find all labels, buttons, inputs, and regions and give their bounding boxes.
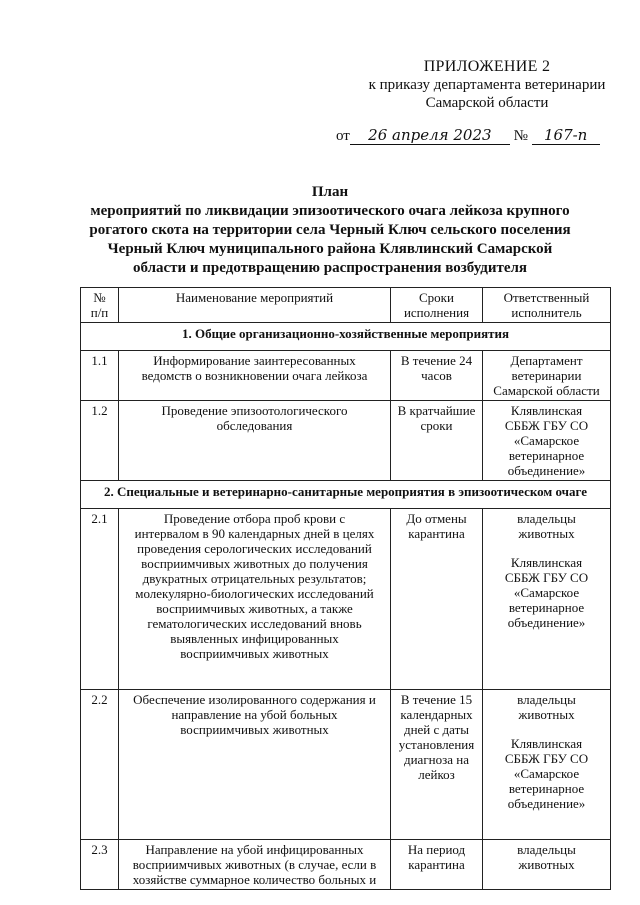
row-resp-line	[487, 541, 606, 555]
row-resp-line: «Самарское	[513, 766, 580, 781]
row-name-line: Обеспечение изолированного содержания и	[133, 692, 376, 707]
row-resp-line: владельцы	[517, 511, 576, 526]
row-resp-line: ветеринарии	[511, 368, 582, 383]
from-label: от	[336, 128, 350, 144]
table-row	[81, 690, 611, 840]
row-name	[119, 840, 391, 890]
header-resp-line-1: Ответственный	[503, 290, 590, 305]
section-title: 1. Общие организационно-хозяйственные мероприятия	[81, 323, 611, 351]
row-terms-line: установления	[398, 737, 475, 752]
title-line-5: области и предотвращению распространения возбудителя	[132, 260, 528, 276]
row-name-line: ведомств о возникновении очага лейкоза	[141, 368, 368, 383]
row-terms	[391, 351, 483, 401]
row-name-line: направление на убой больных	[171, 707, 338, 722]
header-num-line-1: №	[93, 290, 106, 305]
header-name: Наименование мероприятий	[119, 288, 391, 323]
row-terms-line: лейкоз	[418, 767, 455, 782]
row-resp-line: СББЖ ГБУ СО	[504, 570, 589, 585]
row-name-line: двукратных отрицательных результатов;	[142, 571, 367, 586]
row-resp-line: животных	[518, 707, 575, 722]
row-terms-line: До отмены	[406, 511, 467, 526]
row-terms	[391, 401, 483, 481]
row-resp	[483, 690, 611, 840]
row-name-line: хозяйстве суммарное количество больных и	[132, 872, 377, 887]
header-terms	[391, 288, 483, 323]
row-name	[119, 351, 391, 401]
row-terms	[391, 840, 483, 890]
row-name-line: восприимчивых животных (в случае, если в	[132, 857, 377, 872]
table-row	[81, 351, 611, 401]
plan-title	[80, 183, 580, 278]
row-number: 2.1	[81, 509, 119, 690]
appendix-title: ПРИЛОЖЕНИЕ 2	[423, 58, 551, 75]
appendix-line-2: Самарской области	[425, 95, 549, 111]
row-name-line: молекулярно-биологических исследований	[135, 586, 374, 601]
row-resp-line: животных	[518, 526, 575, 541]
row-resp-line: объединение»	[507, 463, 586, 478]
table-row	[81, 509, 611, 690]
appendix-line-1: к приказу департамента ветеринарии	[368, 77, 606, 93]
row-name-line: проведения серологических исследований	[137, 541, 372, 556]
header-terms-line-2: исполнения	[403, 305, 470, 320]
table-row	[81, 401, 611, 481]
header-terms-line-1: Сроки	[419, 290, 454, 305]
row-name-line: восприимчивых животных, а также	[156, 601, 353, 616]
row-resp-line: объединение»	[507, 615, 586, 630]
row-terms-line: В течение 15	[400, 692, 473, 707]
row-resp	[483, 840, 611, 890]
row-name-line: восприимчивых животных до получения	[141, 556, 368, 571]
row-name-line: обследования	[216, 418, 293, 433]
row-terms-line: На период	[407, 842, 466, 857]
row-resp-line: владельцы	[517, 842, 576, 857]
row-terms-line: сроки	[420, 418, 453, 433]
row-resp-line	[487, 722, 606, 736]
row-terms-line: карантина	[408, 526, 465, 541]
row-terms-line: дней с даты	[403, 722, 470, 737]
title-line-3: рогатого скота на территории села Черный Ключ сельского поселения	[89, 222, 571, 238]
section-row	[81, 481, 611, 509]
row-resp-line: «Самарское	[513, 433, 580, 448]
row-name-line: восприимчивых животных	[180, 722, 329, 737]
row-resp-line: Клявлинская	[510, 736, 583, 751]
table-header-row	[81, 288, 611, 323]
row-terms	[391, 509, 483, 690]
row-resp-line: ветеринарное	[508, 448, 585, 463]
row-terms-line: карантина	[408, 857, 465, 872]
row-resp-line: владельцы	[517, 692, 576, 707]
plan-table	[80, 287, 611, 890]
row-name-line: выявленных инфицированных	[170, 631, 339, 646]
section-row	[81, 323, 611, 351]
row-name-line: Проведение отбора проб крови с	[163, 511, 346, 526]
row-resp-line: ветеринарное	[508, 781, 585, 796]
row-terms-line: часов	[421, 368, 452, 383]
handwritten-date: 26 апреля 2023	[350, 126, 510, 145]
row-name	[119, 401, 391, 481]
row-resp	[483, 401, 611, 481]
row-terms-line: В кратчайшие	[397, 403, 476, 418]
row-resp-line: «Самарское	[513, 585, 580, 600]
header-num-line-2: п/п	[90, 305, 109, 320]
header-num	[81, 288, 119, 323]
row-number: 1.2	[81, 401, 119, 481]
row-resp-line: ветеринарное	[508, 600, 585, 615]
row-terms-line: календарных	[400, 707, 473, 722]
row-resp-line: объединение»	[507, 796, 586, 811]
appendix-block	[356, 58, 618, 112]
row-name-line: интервалом в 90 календарных дней в целях	[134, 526, 375, 541]
row-resp-line: Департамент	[510, 353, 583, 368]
row-name-line: Информирование заинтересованных	[153, 353, 356, 368]
row-number: 2.2	[81, 690, 119, 840]
row-terms-line: диагноза на	[403, 752, 469, 767]
row-resp-line: Клявлинская	[510, 403, 583, 418]
row-number: 1.1	[81, 351, 119, 401]
row-resp-line: Клявлинская	[510, 555, 583, 570]
row-resp	[483, 509, 611, 690]
number-label: №	[513, 128, 528, 144]
title-line-4: Черный Ключ муниципального района Клявлинский Самарской	[107, 241, 553, 257]
row-name-line: Проведение эпизоотологического	[161, 403, 348, 418]
row-resp-line: СББЖ ГБУ СО	[504, 751, 589, 766]
row-resp-line: СББЖ ГБУ СО	[504, 418, 589, 433]
handwritten-number: 167-п	[532, 126, 600, 145]
row-resp-line: Самарской области	[493, 383, 600, 398]
row-name	[119, 509, 391, 690]
row-name-line: гематологических исследований вновь	[147, 616, 362, 631]
row-terms-line: В течение 24	[400, 353, 473, 368]
row-name-line: восприимчивых животных	[180, 646, 329, 661]
row-resp	[483, 351, 611, 401]
order-date-number-line	[336, 126, 600, 145]
row-name-line: Направление на убой инфицированных	[145, 842, 364, 857]
header-resp-line-2: исполнитель	[511, 305, 582, 320]
table-row	[81, 840, 611, 890]
title-line-2: мероприятий по ликвидации эпизоотического очага лейкоза крупного	[90, 203, 570, 219]
section-title: 2. Специальные и ветеринарно-санитарные мероприятия в эпизоотическом очаге	[81, 481, 611, 509]
row-name	[119, 690, 391, 840]
row-number: 2.3	[81, 840, 119, 890]
row-terms	[391, 690, 483, 840]
header-responsible	[483, 288, 611, 323]
row-resp-line: животных	[518, 857, 575, 872]
title-line-1: План	[311, 184, 349, 200]
